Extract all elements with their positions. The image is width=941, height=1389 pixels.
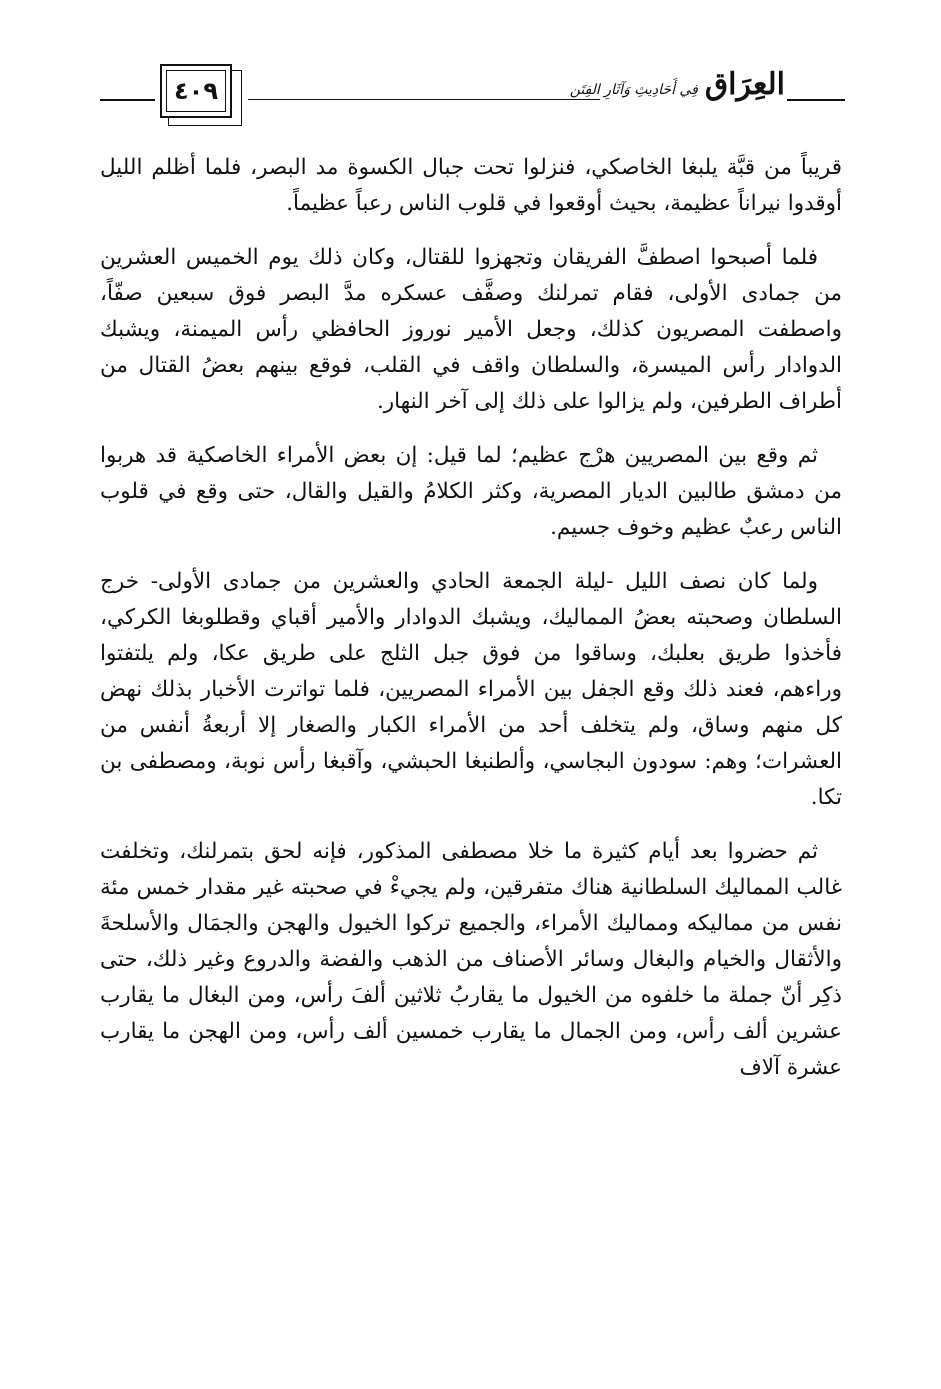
header-rule-middle bbox=[248, 99, 600, 100]
paragraph: قريباً من قبَّة يلبغا الخاصكي، فنزلوا تحت جبال الكسوة مد البصر، فلما أظلم الليل أوقدوا نيراناً عظيمة، بحيث أوقعوا في قلوب الناس رعباً عظيماً. bbox=[100, 155, 842, 216]
running-title-main: العِرَاق bbox=[704, 67, 785, 102]
paragraph: ثم حضروا بعد أيام كثيرة ما خلا مصطفى المذكور، فإنه لحق بتمرلنك، وتخلفت غالب المماليك السلطانية هناك متفرقين، ولم يجيءْ في صحبته غير مقدار خمس مئة نفس من مماليكه ومماليك الأمراء، والجميع تركوا الخيول والهجن والجمَال والأسلحةَ والأثقال والخيام والبغال وسائر الأصناف من الذهب والفضة والدروع وغير ذلك، حتى ذكِر أنّ جملة ما خلفوه من الخيول ما يقاربُ ثلاثين ألفَ رأس، ومن البغال ما يقارب عشرين ألف رأس، ومن الجمال ما يقارب خمسين ألف رأس، ومن الهجن ما يقارب عشرة آلاف bbox=[100, 839, 842, 1080]
page-number-box-inner bbox=[166, 70, 226, 112]
header-rule-right bbox=[787, 99, 845, 101]
paragraph: ولما كان نصف الليل -ليلة الجمعة الحادي والعشرين من جمادى الأولى- خرج السلطان وصحبته بعضُ المماليك، ويشبك الدوادار والأمير أقباي وقطلوبغا الكركي، فأخذوا طريق بعلبك، وساقوا من فوق جبل الثلج على طريق عكا، ولم يلتفتوا وراءهم، فعند ذلك وقع الجفل بين الأمراء المصريين، فلما تواترت الأخبار بذلك نهض كل منهم وساق، ولم يتخلف أحد من الأمراء الكبار والصغار إلا أربعةُ أنفس من العشرات؛ وهم: سودون البجاسي، وألطنبغا الحبشي، وآقبغا رأس نوبة، ومصطفى بن تكا. bbox=[100, 569, 842, 810]
page-header bbox=[100, 60, 845, 130]
running-title-sub: فِي أَحَادِيثِ وَآثَارِ الفِتَن bbox=[569, 82, 698, 98]
page-number-box bbox=[160, 64, 232, 118]
paragraph: فلما أصبحوا اصطفَّ الفريقان وتجهزوا للقتال، وكان ذلك يوم الخميس العشرين من جمادى الأولى، فقام تمرلنك وصفَّف عسكره مدَّ البصر فوق سبعين صفّاً، واصطفت المصريون كذلك، وجعل الأمير نوروز الحافظي رأس الميمنة، ويشبك الدوادار رأس الميسرة، والسلطان واقف في القلب، فوقع بينهم بعضُ القتال من أطراف الطرفين، ولم يزالوا على ذلك إلى آخر النهار. bbox=[100, 245, 842, 414]
paragraph: ثم وقع بين المصريين هرْج عظيم؛ لما قيل: إن بعض الأمراء الخاصكية قد هربوا من دمشق طالبين الديار المصرية، وكثر الكلامُ والقيل والقال، حتى وقع في قلوب الناس رعبٌ عظيم وخوف جسيم. bbox=[100, 443, 842, 540]
page-number: ٤٠٩ bbox=[174, 77, 218, 105]
running-title bbox=[569, 67, 785, 102]
header-rule-left bbox=[100, 99, 155, 101]
body-text bbox=[100, 150, 842, 1086]
